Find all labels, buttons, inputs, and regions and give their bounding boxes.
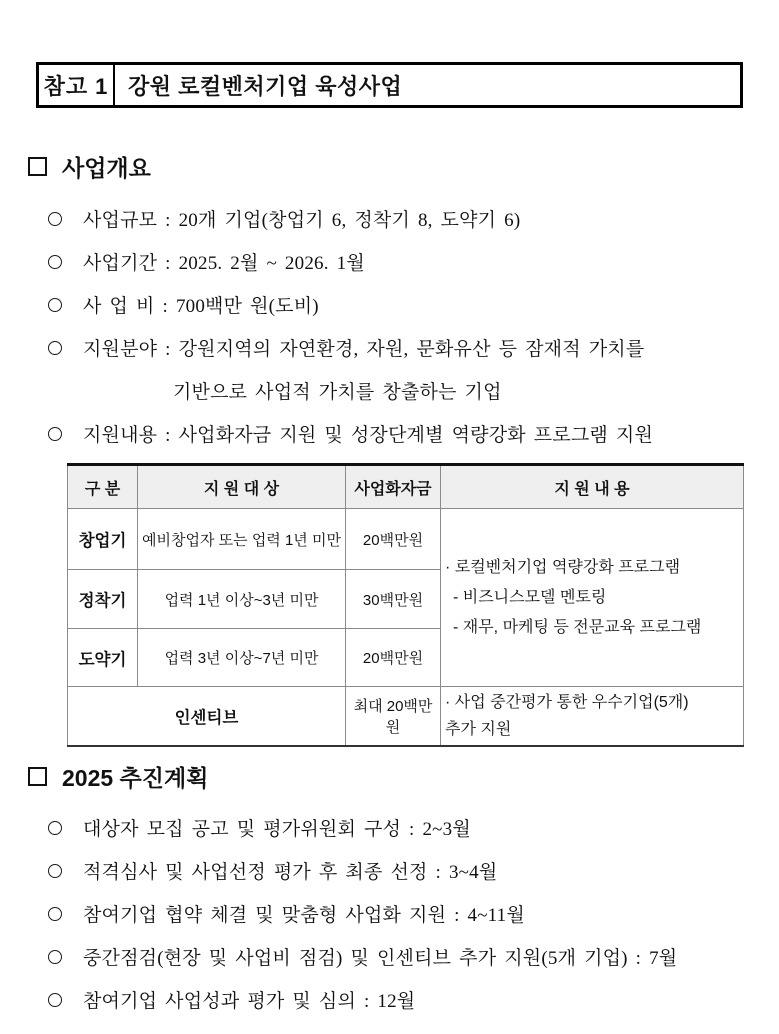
section-heading-plan	[28, 760, 208, 793]
square-bullet-icon	[28, 767, 47, 786]
col-header-support: 지 원 내 용	[441, 465, 744, 509]
col-header-category: 구 분	[68, 465, 138, 509]
support-line: - 비즈니스모델 멘토링	[453, 588, 607, 606]
fund-cell: 20백만원	[346, 629, 441, 687]
section-heading-label: 사업개요	[62, 155, 151, 181]
bullet-text: 대상자 모집 공고 및 평가위원회 구성 : 2~3월	[83, 819, 471, 840]
circle-bullet-icon	[48, 298, 62, 312]
list-item	[48, 283, 771, 326]
circle-bullet-icon	[48, 341, 62, 355]
circle-bullet-icon	[48, 212, 62, 226]
reference-tag: 참고 1	[39, 65, 115, 105]
fund-cell: 20백만원	[346, 509, 441, 570]
bullet-text: 사업규모 : 20개 기업(창업기 6, 정착기 8, 도약기 6)	[83, 210, 521, 231]
circle-bullet-icon	[48, 255, 62, 269]
incentive-fund-cell: 최대 20백만원	[346, 687, 441, 747]
support-detail-cell	[441, 509, 744, 687]
incentive-desc-line: · 사업 중간평가 통한 우수기업(5개)	[445, 694, 689, 711]
list-item	[48, 849, 771, 892]
document-title: 강원 로컬벤처기업 육성사업	[128, 73, 403, 99]
fund-cell: 30백만원	[346, 570, 441, 629]
list-item	[48, 935, 771, 978]
list-item	[48, 978, 771, 1021]
stage-cell: 도약기	[68, 629, 138, 687]
stage-cell: 창업기	[68, 509, 138, 570]
bullet-text-wrap: 기반으로 사업적 가치를 창출하는 기업	[173, 382, 502, 403]
table-header-row	[68, 465, 744, 509]
bullet-text: 지원분야 : 강원지역의 자연환경, 자원, 문화유산 등 잠재적 가치를	[83, 339, 645, 360]
square-bullet-icon	[28, 157, 47, 176]
bullet-text: 중간점검(현장 및 사업비 점검) 및 인센티브 추가 지원(5개 기업) : 7월	[83, 948, 678, 969]
bullet-spacer	[48, 384, 62, 398]
list-item-continuation	[48, 369, 771, 412]
reference-title-box	[36, 62, 743, 108]
table-row-incentive	[68, 687, 744, 747]
circle-bullet-icon	[48, 427, 62, 441]
bullet-text: 참여기업 사업성과 평가 및 심의 : 12월	[83, 991, 416, 1012]
col-header-target: 지 원 대 상	[138, 465, 346, 509]
circle-bullet-icon	[48, 821, 62, 835]
target-cell: 예비창업자 또는 업력 1년 미만	[138, 509, 346, 570]
bullet-text: 사 업 비 : 700백만 원(도비)	[83, 296, 319, 317]
stage-cell: 정착기	[68, 570, 138, 629]
incentive-desc-cell	[441, 687, 744, 747]
list-item	[48, 806, 771, 849]
circle-bullet-icon	[48, 993, 62, 1007]
support-line: · 로컬벤처기업 역량강화 프로그램	[445, 558, 681, 576]
incentive-label-cell: 인센티브	[68, 687, 346, 747]
table-row	[68, 509, 744, 570]
list-item	[48, 240, 771, 283]
support-table	[67, 463, 744, 747]
list-item	[48, 412, 771, 455]
circle-bullet-icon	[48, 950, 62, 964]
overview-bullet-list	[48, 197, 771, 455]
plan-bullet-list	[48, 806, 771, 1021]
list-item	[48, 892, 771, 935]
support-line: - 재무, 마케팅 등 전문교육 프로그램	[453, 618, 702, 636]
bullet-text: 적격심사 및 사업선정 평가 후 최종 선정 : 3~4월	[83, 862, 498, 883]
bullet-text: 참여기업 협약 체결 및 맞춤형 사업화 지원 : 4~11월	[83, 905, 525, 926]
section-heading-label: 2025 추진계획	[62, 765, 209, 791]
section-heading-overview	[28, 150, 151, 183]
target-cell: 업력 3년 이상~7년 미만	[138, 629, 346, 687]
bullet-text: 사업기간 : 2025. 2월 ~ 2026. 1월	[83, 253, 365, 274]
list-item	[48, 326, 771, 369]
bullet-text: 지원내용 : 사업화자금 지원 및 성장단계별 역량강화 프로그램 지원	[83, 425, 654, 446]
circle-bullet-icon	[48, 864, 62, 878]
incentive-desc-line: 추가 지원	[445, 721, 512, 738]
circle-bullet-icon	[48, 907, 62, 921]
col-header-fund: 사업화자금	[346, 465, 441, 509]
list-item	[48, 197, 771, 240]
target-cell: 업력 1년 이상~3년 미만	[138, 570, 346, 629]
